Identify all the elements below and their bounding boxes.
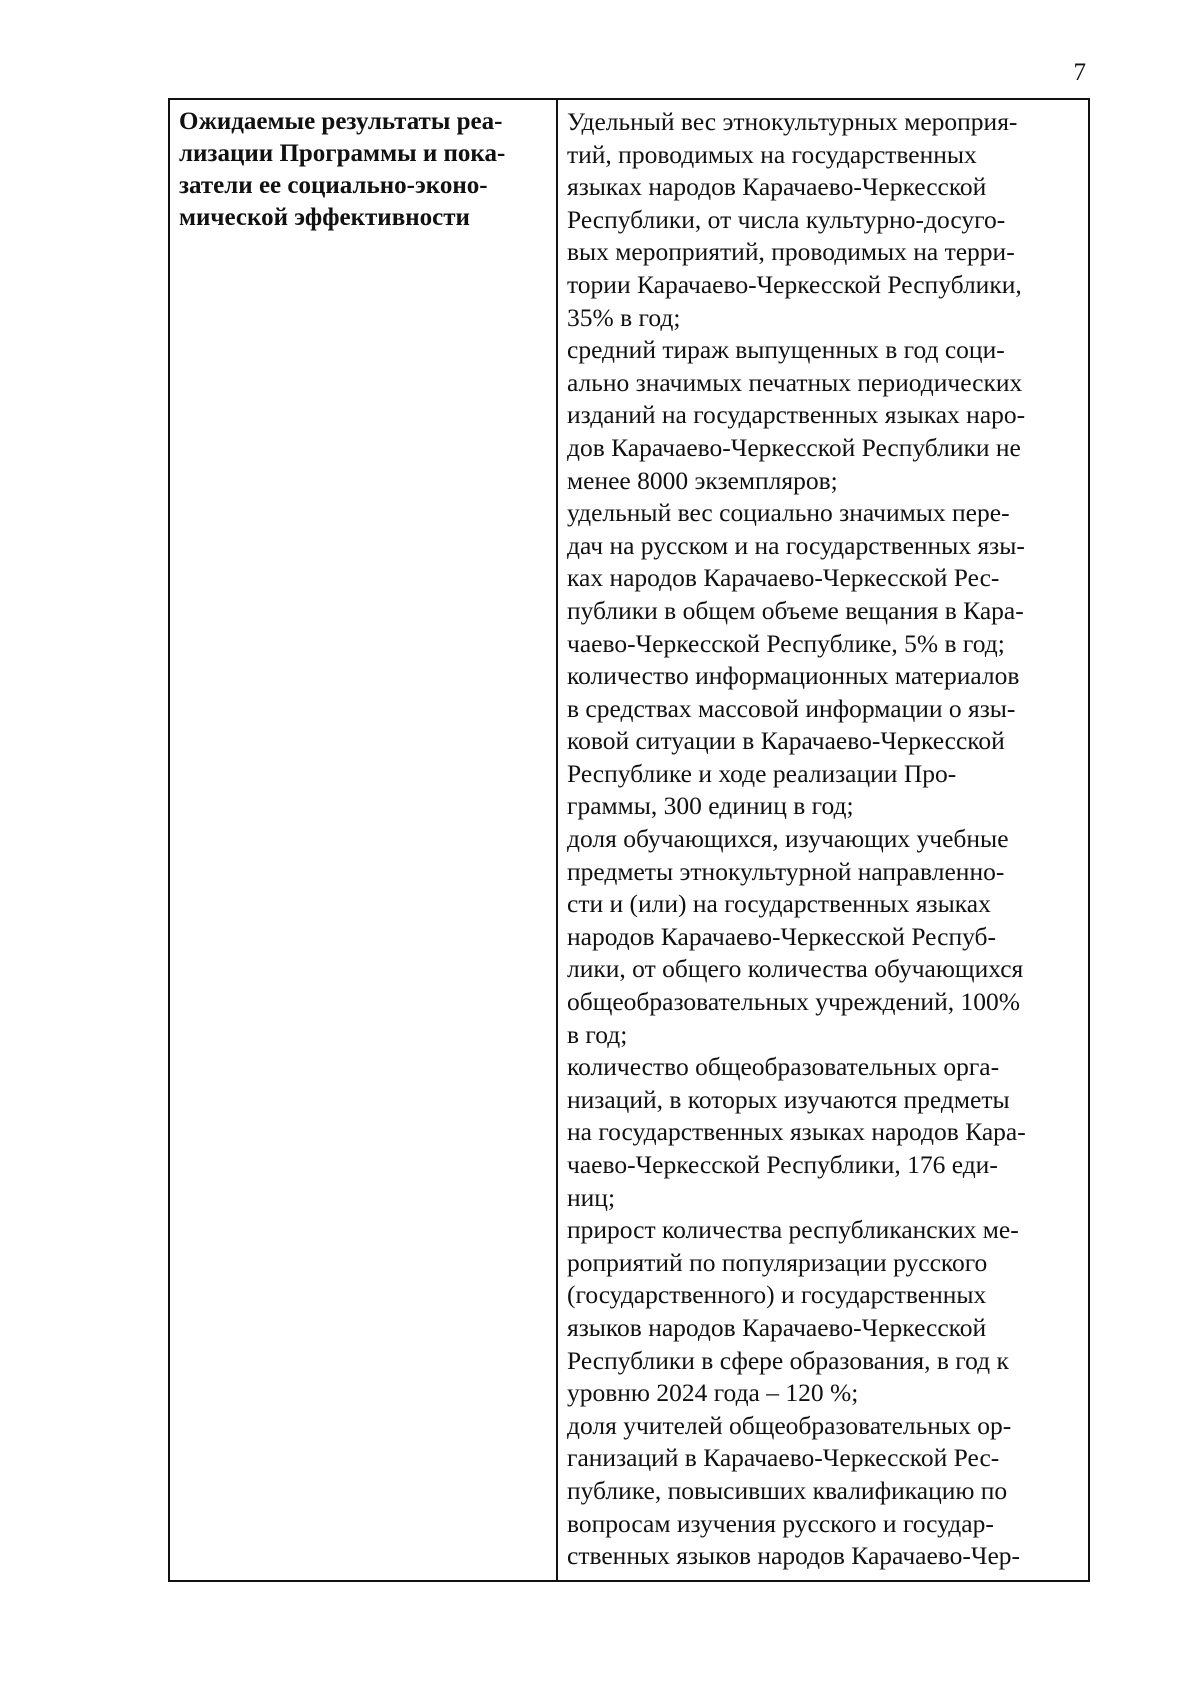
indicator-paragraph: удельный вес социально значимых пере- дач на русском и на государственных язы- ках народов Карачаево-Черкесской Рес- публики в общем объеме вещания в Кара- чаево-Черкесской Республике, 5% в год; [567,498,1025,658]
program-table [168,98,1090,1582]
indicator-paragraph: доля учителей общеобразовательных ор- ганизаций в Карачаево-Черкесской Рес- публике, повысивших квалификацию по вопросам изучения русского и государ- ственных языков народов Карачаево-Чер- [567,1410,1021,1571]
indicator-paragraph: доля обучающихся, изучающих учебные предметы этнокультурной направленно- сти и (или) на государственных языках народов Карачаево-Черкесской Респуб- лики, от общего количества обучающихся общеобразовательных учреждений, 100% в год; [567,824,1024,1049]
indicator-paragraph: количество информационных материалов в средствах массовой информации о язы- ковой ситуации в Карачаево-Черкесской Республике и ходе реализации Про- граммы, 300 единиц в год; [567,661,1020,821]
expected-results-heading: Ожидаемые результаты реа- лизации Программы и пока- затели ее социально-эконо- мической эффективности [170,100,558,1580]
indicator-paragraph: прирост количества республиканских ме- роприятий по популяризации русского (государственного) и государственных языков народов Карачаево-Черкесской Республики в сфере образования, в год к уровню 2024 года – 120 %; [567,1215,1019,1408]
indicators-cell [558,100,1088,1580]
page-number: 7 [1073,59,1086,86]
indicator-paragraph: количество общеобразовательных орга- низаций, в которых изучаются предметы на государственных языках народов Кара- чаево-Черкесской Республики, 176 еди- ниц; [567,1052,1026,1212]
indicator-paragraph: Удельный вес этнокультурных мероприя- тий, проводимых на государственных языках народов Карачаево-Черкесской Республики, от числа культурно-досуго- вых мероприятий, проводимых на терри- тории Карачаево-Черкесской Республики, 35% в год; [567,107,1022,332]
indicator-paragraph: средний тираж выпущенных в год соци- ально значимых печатных периодических изданий на государственных языках наро- дов Карачаево-Черкесской Республики не менее 8000 экземпляров; [567,335,1026,495]
